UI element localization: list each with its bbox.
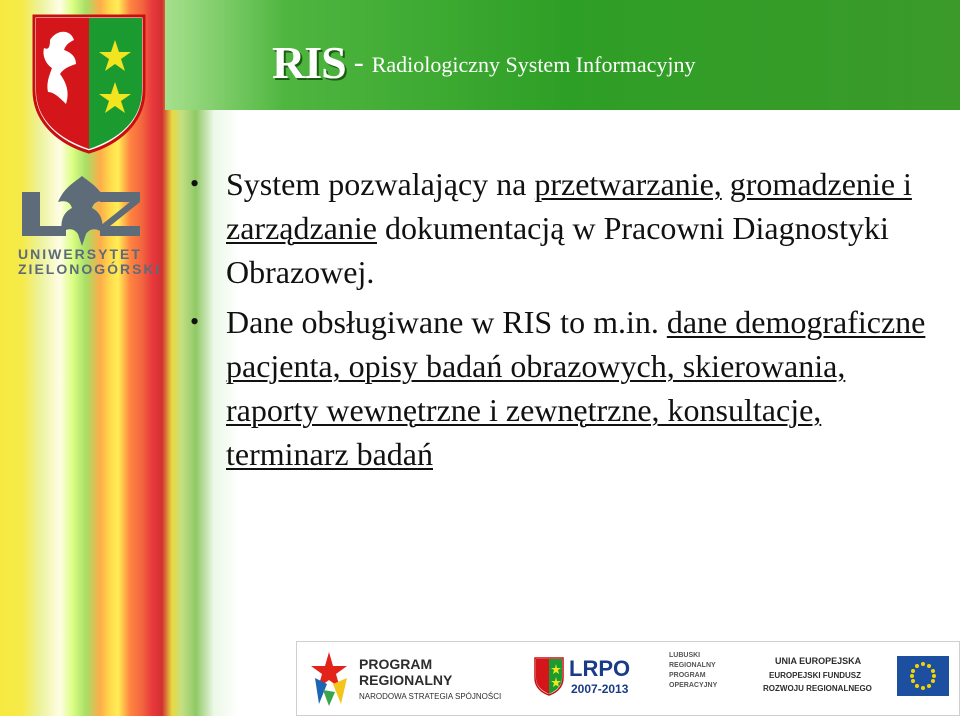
lrpo-coat-icon [533,656,565,696]
lrpo-text: LRPO [569,656,631,681]
lrpo-years: 2007-2013 [571,682,629,696]
eu-flag-icon [897,656,949,696]
program-regionalny-logo-icon [307,648,351,708]
bullet-text-part: Dane obsługiwane w RIS to m.in. [226,304,667,340]
bullet-dot: • [190,169,200,198]
title-subtitle: Radiologiczny System Informacyjny [371,52,696,77]
lubuski-text-3: PROGRAM [669,672,706,679]
bullet-text-part: dokumentacją w Pracowni Diagnostyki Obrazowej. [226,210,889,290]
footer-logos [296,641,960,716]
program-text-2: REGIONALNY [359,672,453,688]
coat-of-arms-icon [30,12,148,154]
bullet-text [226,166,912,290]
title-dash: - [353,46,364,79]
bullet-text-part [722,166,730,202]
bullet-text-part: System pozwalający na [226,166,535,202]
bullet-list [190,162,940,482]
bullet-text-underlined: gromadzenie i zarządzanie [226,166,912,246]
bullet-text-underlined: przetwarzanie, [534,166,722,202]
lubuski-text-2: REGIONALNY [669,662,716,669]
lubuski-text-4: OPERACYJNY [669,682,718,689]
eu-text-3: ROZWOJU REGIONALNEGO [763,684,872,693]
program-text-1: PROGRAM [359,656,433,672]
university-name-line1: UNIWERSYTET [18,246,142,262]
title-acronym: RIS [272,37,346,88]
lubuski-text-1: LUBUSKI [669,652,701,659]
page-title [272,36,696,89]
bullet-text [226,304,925,472]
bullet-item [190,162,940,294]
program-text-3: NARODOWA STRATEGIA SPÓJNOŚCI [359,692,502,701]
eu-text-1: UNIA EUROPEJSKA [775,656,862,666]
bullet-dot: • [190,307,200,336]
university-name-line2: ZIELONOGÓRSKI [18,261,162,277]
eu-text-2: EUROPEJSKI FUNDUSZ [769,671,862,680]
bullet-item [190,300,940,476]
bullet-text-underlined: dane demograficzne pacjenta, opisy badań obrazowych, skierowania, raporty wewnętrzne i zewnętrzne, konsultacje, terminarz badań [226,304,926,472]
